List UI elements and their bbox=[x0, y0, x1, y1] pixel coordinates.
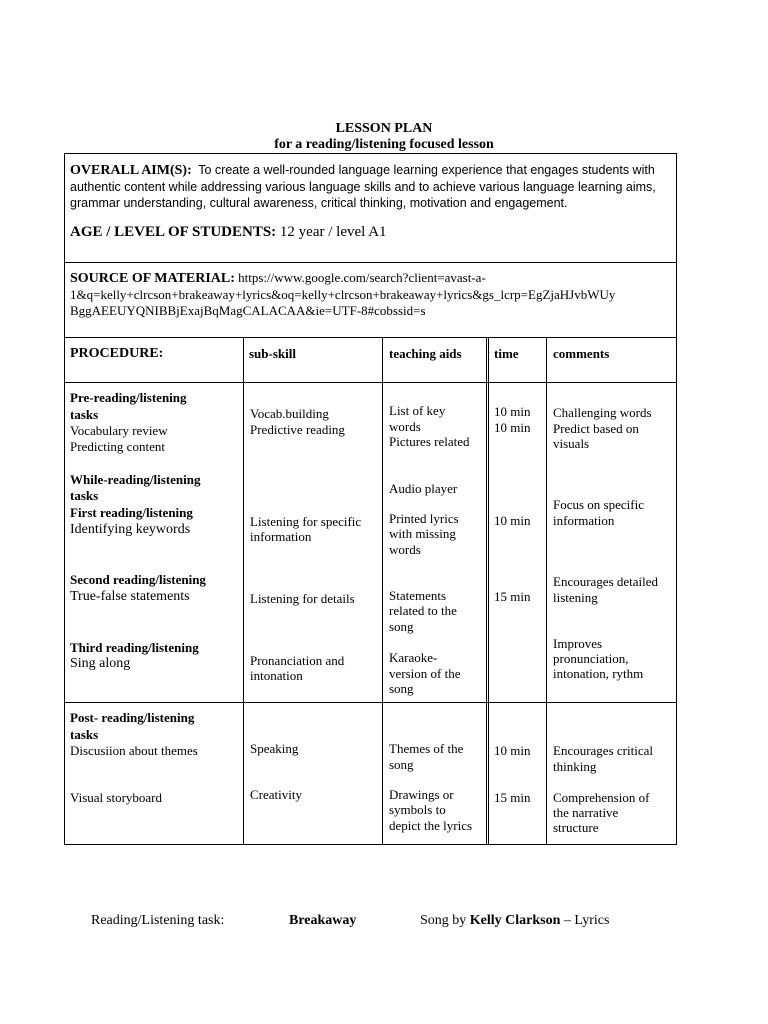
post-step-discussion: Discusiion about themes bbox=[70, 743, 198, 758]
pre-step-vocab: Vocabulary review bbox=[70, 423, 168, 438]
while-heading: While-reading/listening bbox=[70, 472, 201, 487]
post-heading: Post- reading/listening bbox=[70, 710, 195, 725]
second-reading-step: True-false statements bbox=[70, 589, 190, 604]
page-title: LESSON PLAN bbox=[335, 121, 433, 136]
song-title: Breakaway bbox=[289, 913, 357, 928]
second-reading-heading: Second reading/listening bbox=[70, 572, 206, 587]
post-aid-drawings-3: depict the lyrics bbox=[389, 818, 473, 833]
source-url-line1: https://www.google.com/search?client=avast-a- bbox=[238, 270, 486, 285]
task-label: Reading/Listening task: bbox=[91, 913, 225, 928]
first-aid-audio: Audio player bbox=[389, 481, 458, 496]
second-comment: Encourages detailed bbox=[553, 574, 659, 589]
pre-skill-predict: Predictive reading bbox=[250, 422, 345, 437]
credit-dash: – bbox=[563, 913, 571, 928]
post-comment-1: Encourages critical bbox=[553, 743, 653, 758]
second-aid-3: song bbox=[389, 619, 414, 634]
first-aid-lyrics-3: words bbox=[389, 542, 421, 557]
aims-text: To create a well-rounded language learning experience that engages students with authentic content while addressing various language skills and to achieve various language learning aims, grammar understanding, cultural awareness, critical thinking, motivation and engagement. bbox=[70, 163, 656, 210]
pre-aid-pictures: Pictures related bbox=[389, 434, 470, 449]
page-subtitle: for a reading/listening focused lesson bbox=[274, 137, 494, 152]
first-aid-lyrics-2: with missing bbox=[389, 526, 456, 541]
third-comment-3: intonation, rythm bbox=[553, 666, 644, 681]
col-divider-4 bbox=[546, 337, 547, 845]
pre-step-predict: Predicting content bbox=[70, 439, 165, 454]
post-comment-1b: thinking bbox=[553, 759, 597, 774]
source-block bbox=[70, 270, 675, 319]
col-aids: teaching aids bbox=[389, 346, 462, 361]
first-skill: Listening for specific bbox=[250, 514, 362, 529]
song-by: Song by bbox=[420, 913, 467, 928]
artist-name: Kelly Clarkson bbox=[469, 913, 561, 928]
post-comment-2c: structure bbox=[553, 820, 599, 835]
third-reading-step: Sing along bbox=[70, 656, 131, 671]
source-label: SOURCE OF MATERIAL: bbox=[70, 271, 235, 286]
post-aid-drawings: Drawings or bbox=[389, 787, 454, 802]
pre-heading-tasks: tasks bbox=[70, 407, 99, 422]
source-divider bbox=[64, 337, 677, 338]
col-comments: comments bbox=[553, 346, 610, 361]
first-comment: Focus on specific bbox=[553, 497, 644, 512]
third-aid-3: song bbox=[389, 681, 414, 696]
post-heading-tasks: tasks bbox=[70, 727, 99, 742]
second-aid: Statements bbox=[389, 588, 447, 603]
post-skill-speaking: Speaking bbox=[250, 741, 299, 756]
col-divider-3b bbox=[488, 337, 489, 845]
post-time-2: 15 min bbox=[494, 790, 531, 805]
pre-skill-vocab: Vocab.building bbox=[250, 406, 329, 421]
col-divider-1 bbox=[243, 337, 244, 845]
col-procedure: PROCEDURE: bbox=[70, 346, 164, 361]
source-url-line2: 1&q=kelly+clrcson+brakeaway+lyrics&oq=kelly+clrcson+brakeaway+lyrics&gs_lcrp=EgZjaHJvbWUy bbox=[70, 287, 616, 302]
pre-aid-list: List of key bbox=[389, 403, 446, 418]
aims-divider bbox=[64, 262, 677, 263]
post-step-storyboard: Visual storyboard bbox=[70, 790, 163, 805]
age-row bbox=[70, 225, 387, 241]
pre-comment-2: Predict based on bbox=[553, 421, 639, 436]
second-aid-2: related to the bbox=[389, 603, 457, 618]
col-subskill: sub-skill bbox=[249, 346, 296, 361]
post-comment-2: Comprehension of bbox=[553, 790, 650, 805]
pre-time-2: 10 min bbox=[494, 420, 531, 435]
header-divider bbox=[64, 382, 677, 383]
pre-aid-list-2: words bbox=[389, 419, 421, 434]
pre-comment-2b: visuals bbox=[553, 436, 590, 451]
first-time: 10 min bbox=[494, 513, 531, 528]
post-comment-2b: the narrative bbox=[553, 805, 619, 820]
pre-comment-1: Challenging words bbox=[553, 405, 652, 420]
first-comment-2: information bbox=[553, 513, 615, 528]
second-time: 15 min bbox=[494, 589, 531, 604]
post-skill-creativity: Creativity bbox=[250, 787, 302, 802]
post-aid-themes: Themes of the bbox=[389, 741, 464, 756]
col-time: time bbox=[494, 346, 519, 361]
third-skill: Pronanciation and bbox=[250, 653, 345, 668]
song-credit bbox=[420, 913, 609, 929]
col-divider-3 bbox=[486, 337, 487, 845]
pre-heading: Pre-reading/listening bbox=[70, 390, 187, 405]
third-skill-2: intonation bbox=[250, 668, 303, 683]
first-aid-lyrics: Printed lyrics bbox=[389, 511, 459, 526]
age-value: 12 year / level A1 bbox=[279, 224, 387, 240]
third-aid-2: version of the bbox=[389, 666, 461, 681]
post-aid-themes-2: song bbox=[389, 757, 414, 772]
post-divider bbox=[64, 702, 677, 703]
aims-label: OVERALL AIM(S): bbox=[70, 163, 192, 178]
first-reading-step: Identifying keywords bbox=[70, 522, 191, 537]
third-comment: Improves bbox=[553, 636, 603, 651]
post-time-1: 10 min bbox=[494, 743, 531, 758]
third-reading-heading: Third reading/listening bbox=[70, 640, 199, 655]
aims-block bbox=[70, 162, 670, 211]
source-url-line3: BggAEEUYQNIBBjExajBqMagCALACAA&ie=UTF-8#cobssid=s bbox=[70, 303, 426, 318]
first-reading-heading: First reading/listening bbox=[70, 505, 193, 520]
third-comment-2: pronunciation, bbox=[553, 651, 629, 666]
pre-time-1: 10 min bbox=[494, 404, 531, 419]
lyrics-label: Lyrics bbox=[574, 913, 610, 928]
age-label: AGE / LEVEL OF STUDENTS: bbox=[70, 224, 277, 240]
second-skill: Listening for details bbox=[250, 591, 355, 606]
first-skill-2: information bbox=[250, 529, 312, 544]
second-comment-2: listening bbox=[553, 590, 598, 605]
third-aid: Karaoke- bbox=[389, 650, 438, 665]
post-aid-drawings-2: symbols to bbox=[389, 802, 446, 817]
while-heading-tasks: tasks bbox=[70, 488, 99, 503]
col-divider-2 bbox=[382, 337, 383, 845]
